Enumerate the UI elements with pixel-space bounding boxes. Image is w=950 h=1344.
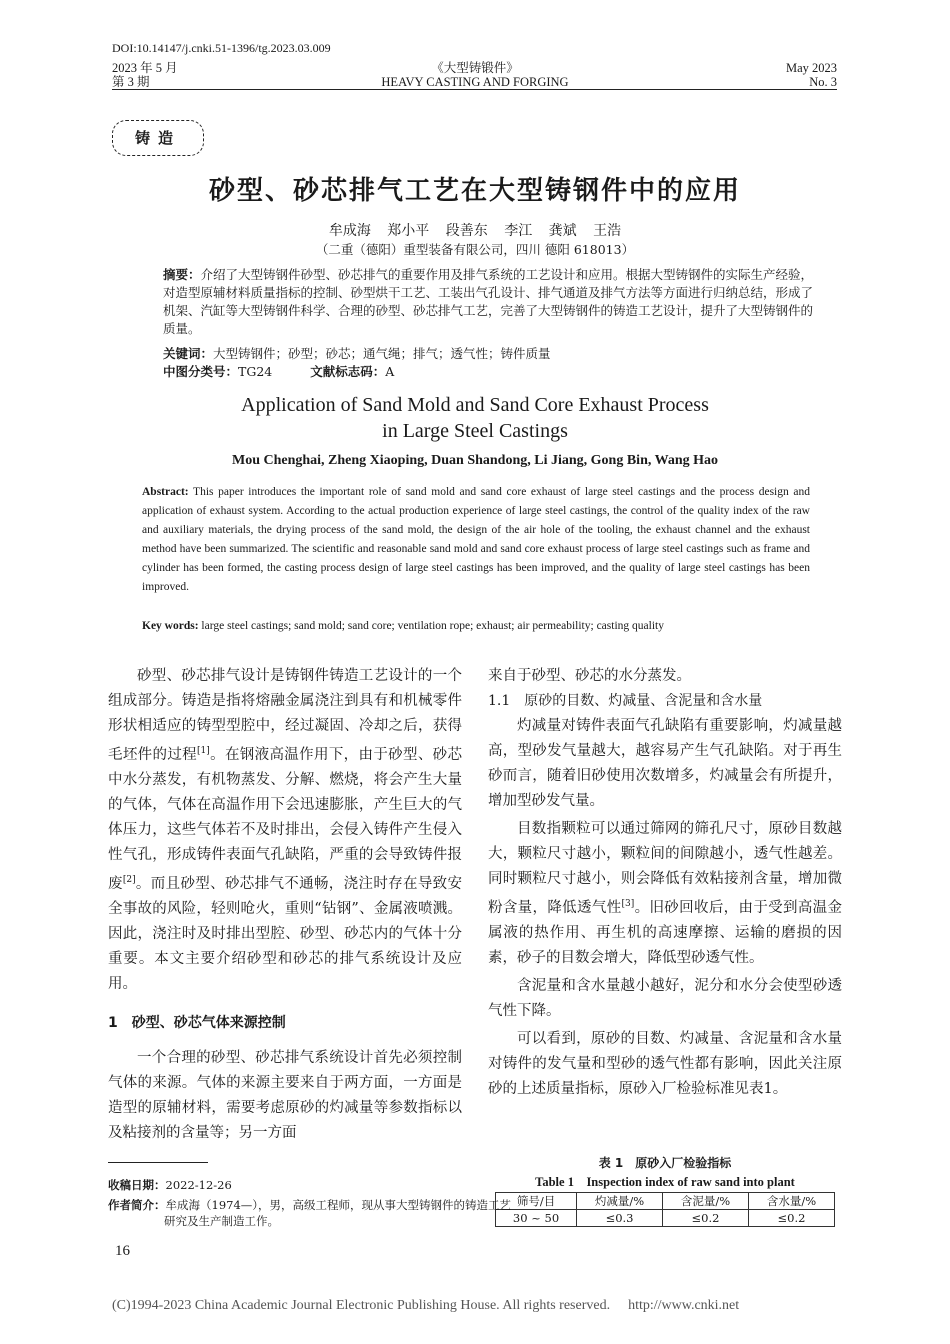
intro-text-3: 。而且砂型、砂芯排气不通畅，浇注时存在导致安全事故的风险，轻则呛火，重则“钻钢”、金属液喷溅。因此，浇注时及时排出型腔、砂型、砂芯内的气体十分重要。本文主要介绍砂型和砂芯的排气系统设计及应用。 — [108, 875, 463, 992]
section-1-heading: 1 砂型、砂芯气体来源控制 — [108, 1014, 286, 1031]
abstract-cn-label: 摘要： — [163, 267, 201, 282]
abstract-en-text: This paper introduces the important role of sand mold and sand core exhaust of large steel castings and the process design and application of exhaust system. According to the actual production experience of large steel castings, the control of the quality index of the raw and auxiliary materials, the drying process of the sand mold, the design of the air hole of the tooling, the exhaust channel and the exhaust method have been summarized. The scientific and reasonable sand mold and sand core exhaust process of large steel castings such as frame and cylinder has been formed, the casting process design of large steel castings has been improved, and the quality of large steel castings has been improved. — [142, 486, 810, 593]
doc-code-label: 文献标志码： — [310, 364, 386, 379]
keywords-cn — [163, 345, 815, 363]
footnote-rule — [108, 1162, 208, 1163]
table-header-cell: 筛号/目 — [496, 1193, 577, 1210]
mesh-text-1: 目数指颗粒可以通过筛网的筛孔尺寸，原砂目数越大，颗粒尺寸越小，颗粒间的间隙越小，透气性越差。同时颗粒尺寸越小，则会降低有效粘接剂含量，增加微粉含量，降低透气性 — [488, 821, 842, 916]
clay-water-paragraph: 含泥量和含水量越小越好，泥分和水分会使型砂透气性下降。 — [488, 977, 842, 1019]
keywords-cn-text: 大型铸钢件；砂型；砂芯；通气绳；排气；透气性；铸件质量 — [213, 346, 551, 361]
intro-text-2: 。在钢液高温作用下，由于砂型、砂芯中水分蒸发，有机物蒸发、分解、燃烧，将会产生大量的气体，气体在高温作用下会迅速膨胀，产生巨大的气体压力，这些气体若不及时排出，会侵入铸件产生侵入性气孔，形成铸件表面气孔缺陷，严重的会导致铸件报废 — [108, 746, 463, 892]
citation-1: [1] — [197, 746, 210, 756]
summary-paragraph: 可以看到，原砂的目数、灼减量、含泥量和含水量对铸件的发气量和型砂的透气性都有影响，因此关注原砂的上述质量指标，原砂入厂检验标准见表1。 — [488, 1030, 842, 1097]
keywords-en-label: Key words: — [142, 620, 199, 632]
author-bio-text: 牟成海（1974—），男，高级工程师，现从事大型铸钢件的铸造工艺研究及生产制造工作。 — [164, 1198, 512, 1228]
header-date-en: May 2023 — [785, 61, 837, 75]
clc-label: 中图分类号： — [163, 364, 239, 379]
citation-2: [2] — [122, 874, 136, 885]
title-en-line1: Application of Sand Mold and Sand Core Exhaust Process — [241, 394, 709, 416]
abstract-cn-text: 介绍了大型铸钢件砂型、砂芯排气的重要作用及排气系统的工艺设计和应用。根据大型铸钢件的实际生产经验，对造型原辅材料质量指标的控制、砂型烘干工艺、工装出气孔设计、排气通道及排气方法等方面进行归纳总结，形成了机架、汽缸等大型铸钢件科学、合理的砂型、砂芯排气工艺，完善了大型铸钢件的铸造工艺设计，提升了大型铸钢件的质量。 — [163, 267, 814, 336]
table-1 — [495, 1192, 835, 1227]
continued-paragraph: 来自于砂型、砂芯的水分蒸发。 — [488, 668, 691, 684]
keywords-en-text: large steel castings; sand mold; sand core; ventilation rope; exhaust; air permeability; casting quality — [198, 620, 664, 632]
table-header-cell: 含水量/% — [749, 1193, 835, 1210]
section-badge: 铸造 — [112, 120, 204, 156]
loss-paragraph: 灼减量对铸件表面气孔缺陷有重要影响，灼减量越高，型砂发气量越大，越容易产生气孔缺陷。对于再生砂而言，随着旧砂使用次数增多，灼减量会有所提升，增加型砂发气量。 — [488, 718, 842, 809]
mesh-text-2: 。旧砂回收后，由于受到高温金属液的热作用、再生机的高速摩擦、运输的磨损的因素，砂子的目数会增大，降低型砂透气性。 — [488, 899, 843, 966]
title-en-line2: in Large Steel Castings — [382, 420, 568, 442]
table-cell: ≤0.2 — [663, 1210, 749, 1227]
table-header-cell: 灼减量/% — [577, 1193, 663, 1210]
received-date — [108, 1177, 463, 1193]
section-1-paragraph: 一个合理的砂型、砂芯排气系统设计首先必须控制气体的来源。气体的来源主要来自于两方面，一方面是造型的原辅材料，需要考虑原砂的灼减量等参数指标以及粘接剂的含量等；另一方面 — [108, 1049, 462, 1141]
intro-paragraph — [108, 664, 462, 997]
body-right-column — [488, 664, 842, 1102]
citation-3: [3] — [621, 899, 635, 909]
journal-name-cn: 《大型铸锻件》 — [431, 61, 519, 75]
table-1-caption-cn: 表 1 原砂入厂检验指标 — [598, 1156, 732, 1170]
journal-name-en: HEAVY CASTING AND FORGING — [381, 75, 569, 89]
received-date-label: 收稿日期： — [108, 1178, 166, 1192]
keywords-cn-label: 关键词： — [163, 346, 214, 361]
doc-code-value: A — [385, 364, 395, 379]
table-header-row — [496, 1193, 835, 1210]
doi: DOI:10.14147/j.cnki.51-1396/tg.2023.03.009 — [112, 41, 331, 55]
affiliation-cn: （二重（德阳）重型装备有限公司，四川 德阳 618013） — [315, 242, 635, 257]
author-bio-label: 作者简介： — [108, 1198, 166, 1212]
title-cn: 砂型、砂芯排气工艺在大型铸钢件中的应用 — [208, 176, 741, 206]
subsection-1-1-heading: 1.1 原砂的目数、灼减量、含泥量和含水量 — [488, 693, 763, 709]
title-en — [100, 392, 850, 444]
authors-cn: 牟成海 郑小平 段善东 李江 龚斌 王浩 — [328, 223, 622, 239]
clc-value: TG24 — [238, 364, 273, 379]
header-date-cn: 2023 年 5 月 — [112, 61, 178, 75]
table-cell: ≤0.3 — [577, 1210, 663, 1227]
header-issue-en: No. 3 — [809, 75, 837, 89]
abstract-en — [142, 483, 810, 597]
abstract-en-label: Abstract: — [142, 486, 189, 498]
body-left-column — [108, 664, 462, 1146]
header-issue-cn: 第 3 期 — [112, 75, 150, 89]
copyright-line — [112, 1298, 812, 1314]
received-date-value: 2022-12-26 — [165, 1178, 232, 1192]
page-number: 16 — [115, 1243, 130, 1259]
cnki-link[interactable]: http://www.cnki.net — [628, 1298, 740, 1313]
table-header-cell: 含泥量/% — [663, 1193, 749, 1210]
author-bio — [108, 1197, 519, 1229]
header-rule — [112, 89, 837, 90]
table-1-caption-en: Table 1 Inspection index of raw sand into plant — [535, 1175, 795, 1189]
intro-text-1: 砂型、砂芯排气设计是铸钢件铸造工艺设计的一个组成部分。铸造是指将熔融金属浇注到具有和机械零件形状相适应的铸型型腔中，经过凝固、冷却之后，获得毛坯件的过程 — [108, 668, 462, 763]
keywords-en — [142, 617, 810, 636]
authors-en: Mou Chenghai, Zheng Xiaoping, Duan Shandong, Li Jiang, Gong Bin, Wang Hao — [231, 453, 718, 468]
table-row — [496, 1210, 835, 1227]
mesh-paragraph — [488, 817, 842, 971]
table-cell: ≤0.2 — [749, 1210, 835, 1227]
classification-cn — [163, 363, 815, 381]
copyright-text: (C)1994-2023 China Academic Journal Electronic Publishing House. All rights reserved. — [112, 1298, 611, 1313]
table-cell: 30 ~ 50 — [496, 1210, 577, 1227]
abstract-cn — [163, 266, 815, 338]
